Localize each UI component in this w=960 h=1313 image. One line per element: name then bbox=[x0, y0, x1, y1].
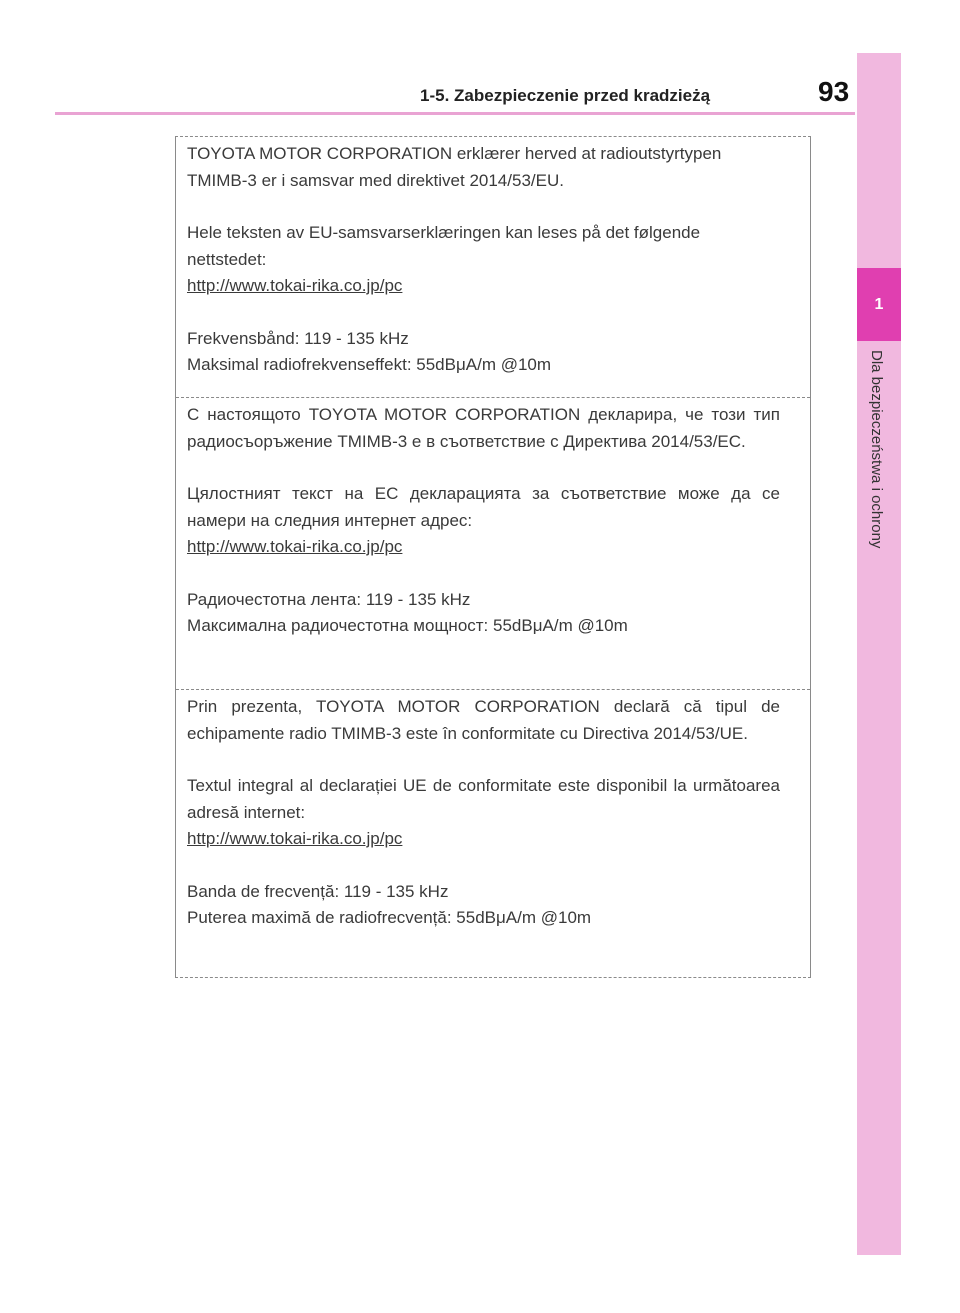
max-power: Максимална радиочестотна мощност: 55dBμA/m @10m bbox=[187, 616, 628, 635]
frequency-band: Радиочестотна лента: 119 - 135 kHz bbox=[187, 589, 471, 609]
declaration-box bbox=[175, 136, 811, 978]
frequency-band: Banda de frecvență: 119 - 135 kHz bbox=[187, 881, 449, 901]
max-power: Maksimal radiofrekvenseffekt: 55dBμA/m @10m bbox=[187, 355, 552, 374]
chapter-tab[interactable]: 1 bbox=[857, 268, 901, 341]
declaration-romanian bbox=[176, 689, 810, 977]
fulltext-note: Hele teksten av EU-samsvarserklæringen kan leses på det følgende nettstedet: bbox=[187, 223, 701, 269]
fulltext-note: Цялостният текст на ЕС декларацията за съответствие може да се намери на следния интернет адрес: bbox=[187, 484, 780, 530]
frequency-band: Frekvensbånd: 119 - 135 kHz bbox=[187, 328, 409, 348]
header-divider bbox=[55, 112, 855, 115]
chapter-label: Dla bezpieczeństwa i ochrony bbox=[868, 350, 885, 549]
declaration-link[interactable]: http://www.tokai-rika.co.jp/pc bbox=[187, 537, 403, 556]
declaration-text: Prin prezenta, TOYOTA MOTOR CORPORATION declară că tipul de echipamente radio TMIMB-3 este în conformitate cu Directiva 2014/53/UE. bbox=[187, 697, 780, 743]
declaration-bulgarian bbox=[176, 397, 810, 689]
declaration-text: TOYOTA MOTOR CORPORATION erklærer herved at radioutstyrtypen TMIMB-3 er i samsvar med direktivet 2014/53/EU. bbox=[187, 144, 722, 190]
declaration-text: С настоящото TOYOTA MOTOR CORPORATION декларира, че този тип радиосъоръжение TMIMB-3 е в съответствие с Директива 2014/53/ЕС. bbox=[187, 405, 780, 451]
max-power: Puterea maximă de radiofrecvență: 55dBμA/m @10m bbox=[187, 908, 592, 927]
declaration-link[interactable]: http://www.tokai-rika.co.jp/pc bbox=[187, 276, 403, 295]
side-tab-bar bbox=[857, 53, 901, 1255]
declaration-link[interactable]: http://www.tokai-rika.co.jp/pc bbox=[187, 829, 403, 848]
page-number: 93 bbox=[818, 76, 850, 107]
fulltext-note: Textul integral al declarației UE de conformitate este disponibil la următoarea adresă internet: bbox=[187, 776, 780, 822]
section-title: 1-5. Zabezpieczenie przed kradzieżą bbox=[420, 86, 711, 105]
declaration-norwegian bbox=[176, 137, 810, 397]
